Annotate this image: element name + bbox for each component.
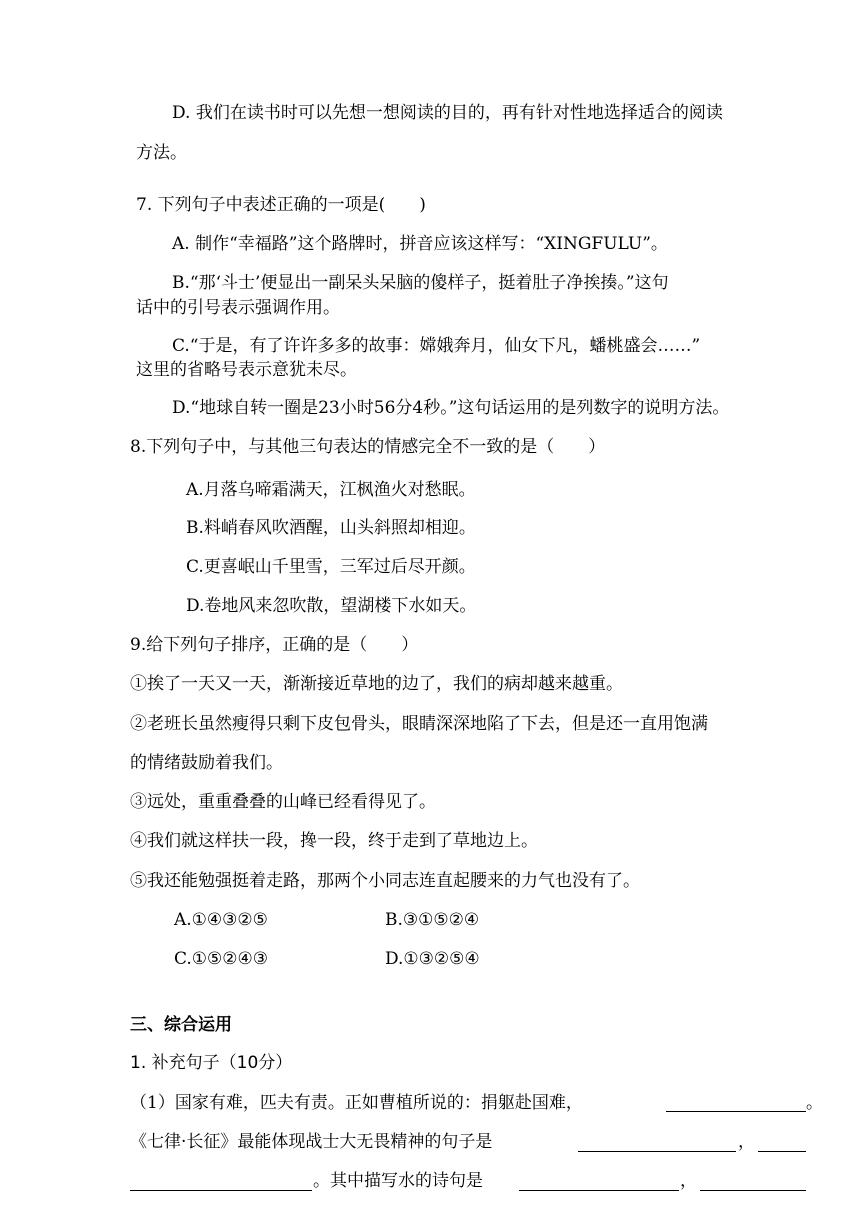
answer-blank-5[interactable] xyxy=(519,1190,679,1191)
q9-sentence-1: ①挨了一天又一天，渐渐接近草地的边了，我们的病却越来越重。 xyxy=(130,674,623,694)
q9-sentence-3: ③远处，重重叠叠的山峰已经看得见了。 xyxy=(130,792,436,812)
q7-stem: 7. 下列句子中表述正确的一项是( ) xyxy=(136,195,426,215)
q6-option-d-line2: 方法。 xyxy=(136,143,187,163)
section-3-comma-1: ， xyxy=(738,1132,755,1152)
answer-blank-3[interactable] xyxy=(758,1151,806,1152)
q7-option-a: A. 制作“幸福路”这个路牌时，拼音应该这样写：“XINGFULU”。 xyxy=(172,234,668,254)
answer-blank-6[interactable] xyxy=(700,1190,806,1191)
q9-sentence-4: ④我们就这样扶一段，搀一段，终于走到了草地边上。 xyxy=(130,831,538,851)
q9-option-b: B.③①⑤②④ xyxy=(385,910,480,930)
q9-option-c: C.①⑤②④③ xyxy=(174,949,269,969)
q6-option-d-line1: D. 我们在读书时可以先想一想阅读的目的，再有针对性地选择适合的阅读 xyxy=(172,103,723,123)
answer-blank-2[interactable] xyxy=(578,1151,736,1152)
section-3-q1-1-line1: （1）国家有难，匹夫有责。正如曹植所说的：捐躯赴国难， xyxy=(130,1093,583,1113)
section-3-q1-stem: 1. 补充句子（10分） xyxy=(130,1053,293,1073)
section-3-q1-1-line3: 。其中描写水的诗句是 xyxy=(313,1171,483,1191)
q8-stem: 8.下列句子中，与其他三句表达的情感完全不一致的是（ ） xyxy=(130,437,606,457)
q9-sentence-2-line2: 的情绪鼓励着我们。 xyxy=(130,753,283,773)
answer-blank-1[interactable] xyxy=(666,1111,806,1112)
section-3-heading: 三、综合运用 xyxy=(130,1015,232,1035)
q9-option-a: A.①④③②⑤ xyxy=(174,910,268,930)
q7-option-c-line1: C.“于是，有了许许多多的故事：嫦娥奔月，仙女下凡，蟠桃盛会……” xyxy=(172,336,701,356)
q7-option-d: D.“地球自转一圈是23小时56分4秒。”这句话运用的是列数字的说明方法。 xyxy=(172,398,730,418)
q8-option-c: C.更喜岷山千里雪，三军过后尽开颜。 xyxy=(186,557,476,577)
q7-option-b-line2: 话中的引号表示强调作用。 xyxy=(136,298,340,318)
q9-stem: 9.给下列句子排序，正确的是（ ） xyxy=(130,635,419,655)
section-3-period-1: 。 xyxy=(806,1093,823,1113)
q7-option-b-line1: B.“那‘斗士’便显出一副呆头呆脑的傻样子，挺着肚子净挨揍。”这句 xyxy=(172,273,669,293)
q8-option-d: D.卷地风来忽吹散，望湖楼下水如天。 xyxy=(186,596,477,616)
q7-option-c-line2: 这里的省略号表示意犹未尽。 xyxy=(136,360,357,380)
q9-sentence-2-line1: ②老班长虽然瘦得只剩下皮包骨头，眼睛深深地陷了下去，但是还一直用饱满 xyxy=(130,714,708,734)
q8-option-b: B.料峭春风吹酒醒，山头斜照却相迎。 xyxy=(186,518,476,538)
q8-option-a: A.月落乌啼霜满天，江枫渔火对愁眠。 xyxy=(186,480,476,500)
q9-sentence-5: ⑤我还能勉强挺着走路，那两个小同志连直起腰来的力气也没有了。 xyxy=(130,871,640,891)
section-3-comma-2: ， xyxy=(680,1171,697,1191)
answer-blank-4[interactable] xyxy=(130,1190,312,1191)
section-3-q1-1-line2: 《七律·长征》最能体现战士大无畏精神的句子是 xyxy=(130,1132,493,1152)
q9-option-d: D.①③②⑤④ xyxy=(385,949,480,969)
